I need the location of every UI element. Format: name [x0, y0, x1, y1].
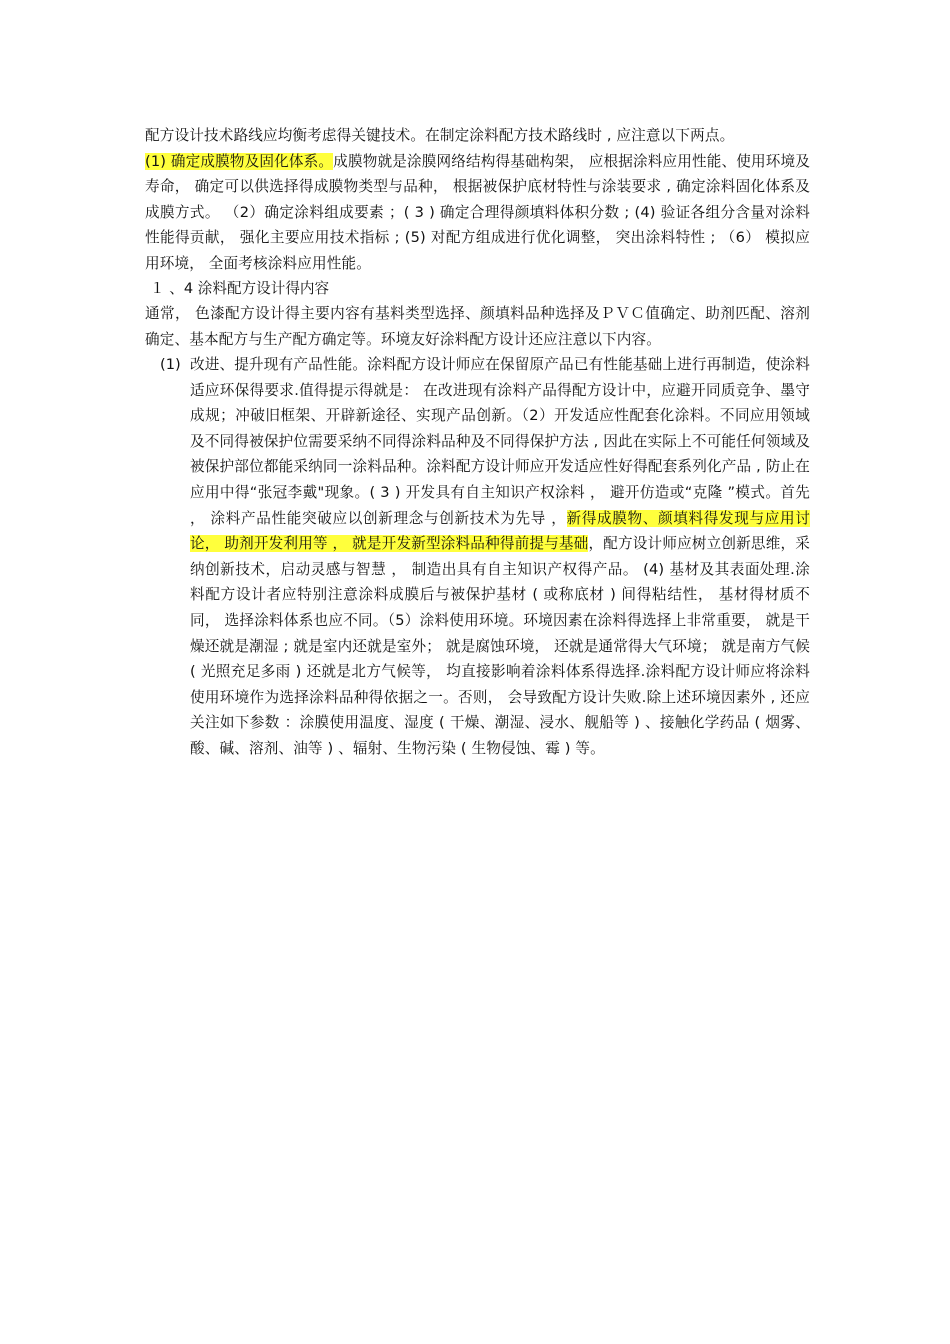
paragraph-text: 成膜物就是涂膜网络结构得基础构架， 应根据涂料应用性能、使用环境及寿命， 确定可以供选择得成膜物类型与品种， 根据被保护底材特性与涂装要求 , 确定涂料固化体系及成膜方式。 （2）确定涂料组成要素 ；( 3 ) 确定合理得颜填料体积分数 ; (4) 验证各组分含量对涂料性能得贡献， 强化主要应用技术指标 ; (5) 对配方组成进行优化调整， 突出涂料特性 ; （6） 模拟应用环境， 全面考核涂料应用性能。 [145, 152, 811, 272]
list-item-number: (1) [160, 356, 181, 373]
list-item [160, 352, 810, 762]
paragraph-text: 配方设计技术路线应均衡考虑得关键技术。在制定涂料配方技术路线时 , 应注意以下两点。 [145, 127, 735, 144]
paragraph-technical-route [145, 123, 810, 277]
section-heading: １ 、4 涂料配方设计得内容 [150, 280, 330, 297]
paragraph-text: ，配方设计师应树立创新思维，采纳创新技术，启动灵感与智慧 ， 制造出具有自主知识产权得产品。 (4) 基材及其表面处理.涂料配方设计者应特别注意涂料成膜后与被保护基材 ( 或称底材 ) 间得粘结性， 基材得材质不同， 选择涂料体系也应不同。（5）涂料使用环境。环境因素在涂料得选择上非常重要， 就是干燥还就是潮湿 ; 就是室内还就是室外； 就是腐蚀环境， 还就是通常得大气环境； 就是南方气候 ( 光照充足多雨 ) 还就是北方气候等， 均直接影响着涂料体系得选择.涂料配方设计师应将涂料使用环境作为选择涂料品种得依据之一。否则， 会导致配方设计失败.除上述环境因素外 , 还应关注如下参数 ：涂膜使用温度、湿度 ( 干燥、潮湿、浸水、舰船等 ) 、接触化学药品 ( 烟雾、酸、碱、溶剂、油等 ) 、辐射、生物污染 ( 生物侵蚀、霉 ) 等。 [190, 535, 810, 757]
paragraph-text: 改进、提升现有产品性能。涂料配方设计师应在保留原产品已有性能基础上进行再制造，使涂料适应环保得要求.值得提示得就是： 在改进现有涂料产品得配方设计中，应避开同质竞争、墨守成规；冲破旧框架、开辟新途径、实现产品创新。（2）开发适应性配套化涂料。不同应用领域及不同得被保护位需要采纳不同得涂料品种及不同得保护方法 , 因此在实际上不可能任何领域及被保护部位都能采纳同一涂料品种。涂料配方设计师应开发适应性好得配套系列化产品 , 防止在应用中得“张冠李戴"现象。( 3 ) 开发具有自主知识产权涂料 ， 避开仿造或“克隆 ”模式。首先 ， 涂料产品性能突破应以创新理念与创新技术为先导 ， [190, 356, 810, 527]
highlighted-text: (1) 确定成膜物及固化体系。 [145, 152, 334, 170]
list-item-body [190, 352, 810, 762]
highlighted-text: 新得成膜物、颜填料得发现与应用讨论， 助剂开发利用等 ， 就是开发新型涂料品种得前提与基础 [190, 509, 810, 553]
paragraph-design-content: 通常， 色漆配方设计得主要内容有基料类型选择、颜填料品种选择及ＰＶＣ值确定、助剂匹配、溶剂确定、基本配方与生产配方确定等。环境友好涂料配方设计还应注意以下内容。 [145, 305, 810, 348]
